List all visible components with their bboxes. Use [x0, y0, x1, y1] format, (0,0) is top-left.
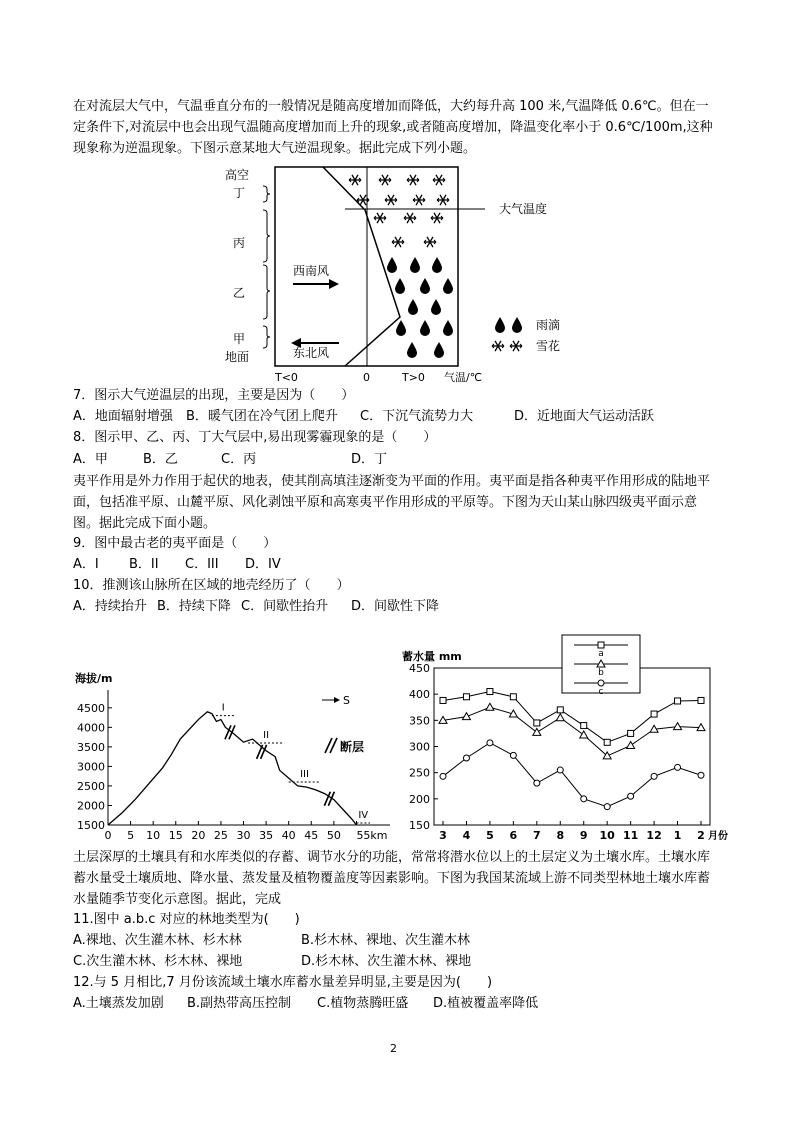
q9-stem: 9．图中最古老的夷平面是（ ） [73, 536, 277, 551]
q10-option-d[interactable]: D．间歇性下降 [351, 599, 440, 614]
q11-option-a[interactable]: A.裸地、次生灌木林、杉木林 [73, 933, 242, 948]
y-tick-label: 400 [409, 688, 430, 702]
q9-option-c[interactable]: C．III [185, 557, 219, 572]
q7-option-c[interactable]: C．下沉气流势力大 [360, 409, 474, 424]
y-tick-label: 4000 [77, 721, 105, 735]
data-point-circle [604, 804, 610, 810]
planation-profile-chart [70, 660, 410, 845]
data-point-circle [581, 796, 587, 802]
q11-options-row1 [73, 931, 470, 951]
data-point-square [675, 698, 681, 704]
inversion-figure [215, 162, 590, 384]
terrain-profile-line [108, 712, 356, 825]
data-point-square [581, 723, 587, 729]
q11-options-row2 [73, 952, 471, 972]
q8-stem: 8．图示甲、乙、丙、丁大气层中,易出现雾霾现象的是（ ） [73, 430, 437, 445]
q12-option-d[interactable]: D.植被覆盖率降低 [433, 996, 539, 1011]
q8-options [73, 450, 387, 470]
x-tick-label: 5 [486, 829, 494, 842]
q9-option-d[interactable]: D．IV [245, 557, 281, 572]
q11-stem: 11.图中 a.b.c 对应的林地类型为( ) [73, 912, 300, 927]
x-tick-label: 35 [259, 829, 274, 842]
data-point-circle [598, 680, 604, 686]
data-point-square [598, 642, 604, 648]
data-point-circle [557, 767, 563, 773]
q7-option-d[interactable]: D．近地面大气运动活跃 [514, 409, 655, 424]
passage-soil-reservoir: 土层深厚的土壤具有和水库类似的存蓄、调节水分的功能，常常将潜水位以上的土层定义为土壤水库。土壤水库蓄水量受土壤质地、降水量、蒸发量及植物覆盖度等因素影响。下图为我国某流域上游不同类型林地土壤水库蓄水量随季节变化示意图。据此，完成 [73, 850, 711, 907]
x-tick-label: 8 [556, 829, 565, 842]
layer-yi: 乙 [233, 286, 246, 300]
q12-option-b[interactable]: B.副热带高压控制 [187, 996, 292, 1011]
data-point-square [463, 694, 469, 700]
legend-label-a: a [598, 649, 604, 659]
y-tick-label: 150 [409, 819, 430, 832]
label-southwest-wind: 西南风 [293, 264, 330, 278]
data-point-triangle [580, 731, 588, 738]
label-northeast-wind: 东北风 [293, 346, 330, 360]
data-point-triangle [674, 723, 682, 730]
x-tick-label: 2 [697, 829, 705, 842]
direction-label: S [343, 694, 350, 707]
q9-option-b[interactable]: B．II [129, 557, 159, 572]
data-point-square [487, 689, 493, 695]
x-tick-label: 11 [622, 829, 639, 842]
x-tick-label: 6 [509, 829, 518, 842]
data-point-square [698, 697, 704, 703]
q7-options [73, 407, 654, 427]
axis-label-zero: 0 [363, 371, 370, 384]
y-tick-label: 250 [409, 766, 430, 780]
q11-option-b[interactable]: B.杉木林、裸地、次生灌木林 [301, 933, 471, 948]
fault-legend-label: 断层 [340, 740, 365, 754]
data-point-triangle [486, 703, 494, 710]
x-axis-label: 月份 [708, 831, 728, 842]
q10-option-c[interactable]: C．间歇性抬升 [241, 599, 329, 614]
x-tick-label: 45 [304, 829, 319, 842]
data-point-circle [463, 755, 469, 761]
data-point-circle [675, 764, 681, 770]
x-tick-label: 50 [326, 829, 341, 842]
legend-snow-label: 雪花 [536, 339, 561, 353]
q8-option-a[interactable]: A．甲 [73, 452, 108, 467]
x-tick-label: 9 [579, 829, 588, 842]
data-point-circle [534, 780, 540, 786]
x-tick-label: 10 [146, 829, 161, 842]
y-tick-label: 4500 [77, 701, 105, 715]
label-high-altitude: 高空 [225, 168, 250, 182]
q12-option-c[interactable]: C.植物蒸腾旺盛 [317, 996, 409, 1011]
q10-option-b[interactable]: B．持续下降 [157, 599, 231, 614]
x-tick-label: 3 [439, 829, 447, 842]
data-point-square [557, 707, 563, 713]
data-point-triangle [627, 741, 635, 748]
y-tick-label: 200 [409, 792, 430, 806]
q9-option-a[interactable]: A．I [73, 557, 99, 572]
y-tick-label: 350 [409, 714, 430, 728]
layer-bing: 丙 [233, 236, 246, 250]
data-point-circle [628, 793, 634, 799]
y-tick-label: 300 [409, 740, 430, 754]
label-ground: 地面 [225, 350, 250, 364]
layer-ding: 丁 [233, 186, 246, 200]
direction-arrow-icon [334, 697, 340, 703]
q7-option-b[interactable]: B．暖气团在冷气团上爬升 [186, 409, 338, 424]
data-point-circle [487, 740, 493, 746]
legend-label-c: c [598, 687, 604, 697]
q10-options [73, 597, 439, 617]
y-tick-label: 3500 [77, 740, 105, 754]
planation-surface-label: IV [358, 810, 369, 822]
x-tick-label: 25 [213, 829, 228, 842]
x-tick-label: 12 [646, 829, 662, 842]
q12-stem: 12.与 5 月相比,7 月份该流域土壤水库蓄水量差异明显,主要是因为( ) [73, 975, 493, 990]
x-tick-label: 5 [127, 829, 135, 842]
data-point-square [628, 730, 634, 736]
passage-planation: 夷平作用是外力作用于起伏的地表，使其削高填洼逐渐变为平面的作用。夷平面是指各种夷平作用形成的陆地平面，包括准平原、山麓平原、风化剥蚀平原和高寒夷平作用形成的平原等。下图为天山某山脉四级夷平面示意图。据此完成下面小题。 [73, 474, 711, 531]
data-point-circle [698, 772, 704, 778]
passage-inversion: 在对流层大气中，气温垂直分布的一般情况是随高度增加而降低，大约每升高 100 米,气温降低 0.6℃。但在一定条件下,对流层中也会出现气温随高度增加而上升的现象,或者随高度增加，降温变化率小于 0.6℃/100m,这种现象称为逆温现象。下图示意某地大气逆温现象。据此完成下列小题。 [73, 99, 713, 156]
x-tick-label: 40 [281, 829, 296, 842]
data-point-square [440, 697, 446, 703]
data-point-triangle [556, 714, 564, 721]
southwest-wind-arrow-icon [293, 279, 339, 289]
data-point-circle [440, 773, 446, 779]
y-tick-label: 2000 [77, 799, 105, 813]
legend-label-b: b [598, 668, 604, 678]
snowflake-icon [349, 175, 449, 247]
planation-surface-label: III [300, 769, 309, 781]
x-tick-label: 7 [532, 829, 541, 842]
data-point-triangle [533, 728, 541, 735]
layer-jia: 甲 [233, 332, 246, 346]
x-tick-label: 4 [462, 829, 471, 842]
q12-options [73, 994, 538, 1014]
series-line-a [443, 692, 701, 743]
label-air-temperature: 大气温度 [499, 202, 548, 216]
x-tick-label: 15 [168, 829, 183, 842]
data-point-square [651, 711, 657, 717]
data-point-circle [651, 773, 657, 779]
legend-rain-label: 雨滴 [536, 318, 561, 332]
q7-option-a[interactable]: A．地面辐射增强 [73, 409, 173, 424]
y-axis-label: 蓄水量 mm [402, 650, 462, 663]
y-tick-label: 3000 [77, 760, 105, 774]
q7-stem: 7．图示大气逆温层的出现，主要是因为（ ） [73, 388, 355, 403]
axis-label-t-negative: T<0 [275, 371, 298, 384]
data-point-circle [510, 752, 516, 758]
y-axis-label: 海拔/m [75, 672, 113, 685]
q11-option-c[interactable]: C.次生灌木林、杉木林、裸地 [73, 954, 243, 969]
q8-option-d[interactable]: D．丁 [351, 452, 388, 467]
x-tick-label: 20 [191, 829, 206, 842]
axis-label-t-positive: T>0 [402, 371, 425, 384]
q11-option-d[interactable]: D.杉木林、次生灌木林、裸地 [301, 954, 472, 969]
q10-stem: 10．推测该山脉所在区域的地壳经历了（ ） [73, 578, 350, 593]
q8-option-c[interactable]: C．丙 [221, 452, 257, 467]
series-line-c [443, 743, 701, 807]
data-point-square [510, 694, 516, 700]
q12-option-a[interactable]: A.土壤蒸发加剧 [73, 996, 164, 1011]
x-tick-label: 1 [673, 829, 682, 842]
x-tick-label: 30 [236, 829, 251, 842]
x-tick-label: 55km [356, 829, 388, 842]
q9-options [73, 555, 281, 575]
x-tick-label: 10 [599, 829, 615, 842]
planation-surface-label: I [221, 702, 225, 714]
page-number: 2 [390, 1042, 397, 1055]
data-point-square [534, 720, 540, 726]
y-tick-label: 450 [409, 662, 430, 675]
q8-option-b[interactable]: B．乙 [143, 452, 178, 467]
data-point-triangle [462, 713, 470, 720]
data-point-square [604, 739, 610, 745]
q10-option-a[interactable]: A．持续抬升 [73, 599, 147, 614]
y-tick-label: 2500 [77, 779, 105, 793]
planation-surface-label: II [263, 729, 270, 741]
axis-label-temperature: 气温/℃ [444, 371, 483, 384]
y-tick-label: 1500 [77, 819, 105, 832]
x-tick-label: 0 [104, 829, 112, 842]
